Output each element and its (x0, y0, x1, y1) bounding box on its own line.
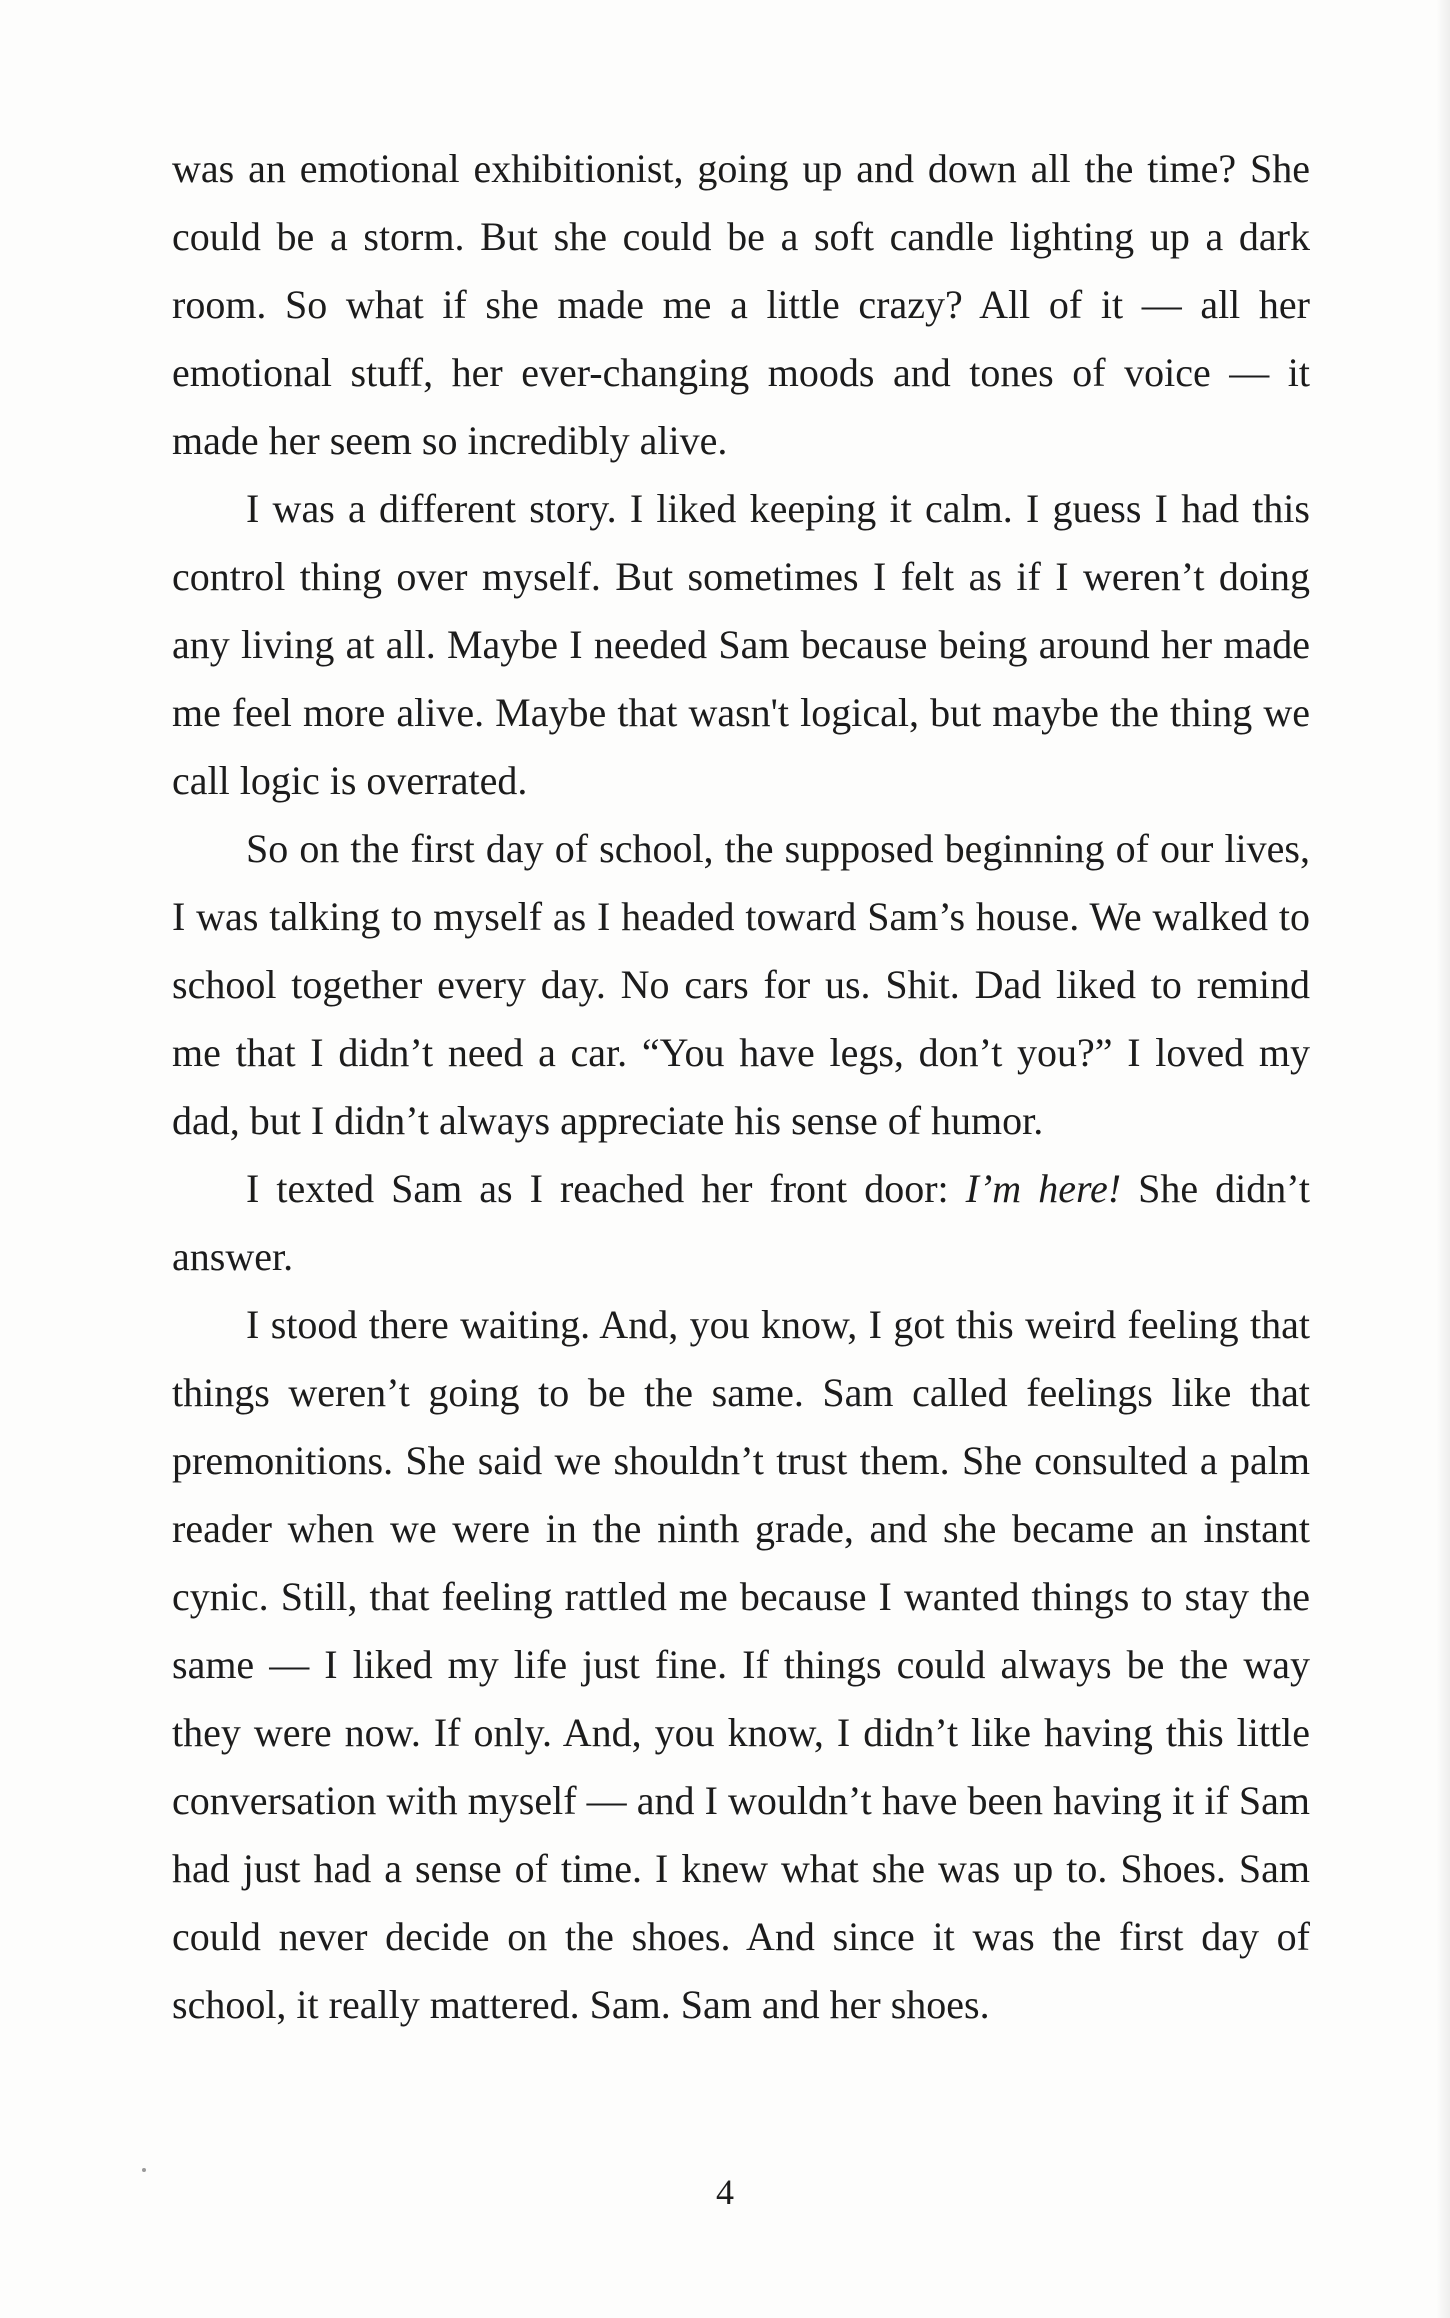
paragraph-5: I stood there waiting. And, you know, I got this weird feeling that things weren’t going to be the same. Sam called feelings like that premonitions. She said we shouldn’t trust them. She consulted a palm reader when we were in the ninth grade, and she became an instant cynic. Still, that feeling rattled me because I wanted things to stay the same — I liked my life just fine. If things could always be the way they were now. If only. And, you know, I didn’t like having this little conversation with myself — and I wouldn’t have been having it if Sam had just had a sense of time. I knew what she was up to. Shoes. Sam could never decide on the shoes. And since it was the first day of school, it really mattered. Sam. Sam and her shoes. (172, 1302, 1310, 2027)
page-edge-shadow (1436, 0, 1450, 2318)
paragraph-2: I was a different story. I liked keeping it calm. I guess I had this control thing over myself. But sometimes I felt as if I weren’t doing any living at all. Maybe I needed Sam because being around her made me feel more alive. Maybe that wasn't logical, but maybe the thing we call logic is overrated. (172, 486, 1310, 803)
paragraph-3: So on the first day of school, the supposed beginning of our lives, I was talking to myself as I headed toward Sam’s house. We walked to school together every day. No cars for us. Shit. Dad liked to remind me that I didn’t need a car. “You have legs, don’t you?” I loved my dad, but I didn’t always appreciate his sense of humor. (172, 826, 1310, 1143)
paragraph-1: was an emotional exhibitionist, going up and down all the time? She could be a storm. But she could be a soft candle lighting up a dark room. So what if she made me a little crazy? All of it — all her emotional stuff, her ever-changing moods and tones of voice — it made her seem so incredibly alive. (172, 146, 1310, 463)
body-text (172, 135, 1310, 2039)
paragraph-4-tail: She didn’t answer. (172, 1166, 1311, 1279)
text-message-quote: I’m here! (965, 1166, 1122, 1211)
paragraph-4 (172, 1155, 1310, 1291)
page-number: 4 (716, 2172, 734, 2212)
paragraph-4-lead: I texted Sam as I reached her front door: (246, 1166, 966, 1211)
